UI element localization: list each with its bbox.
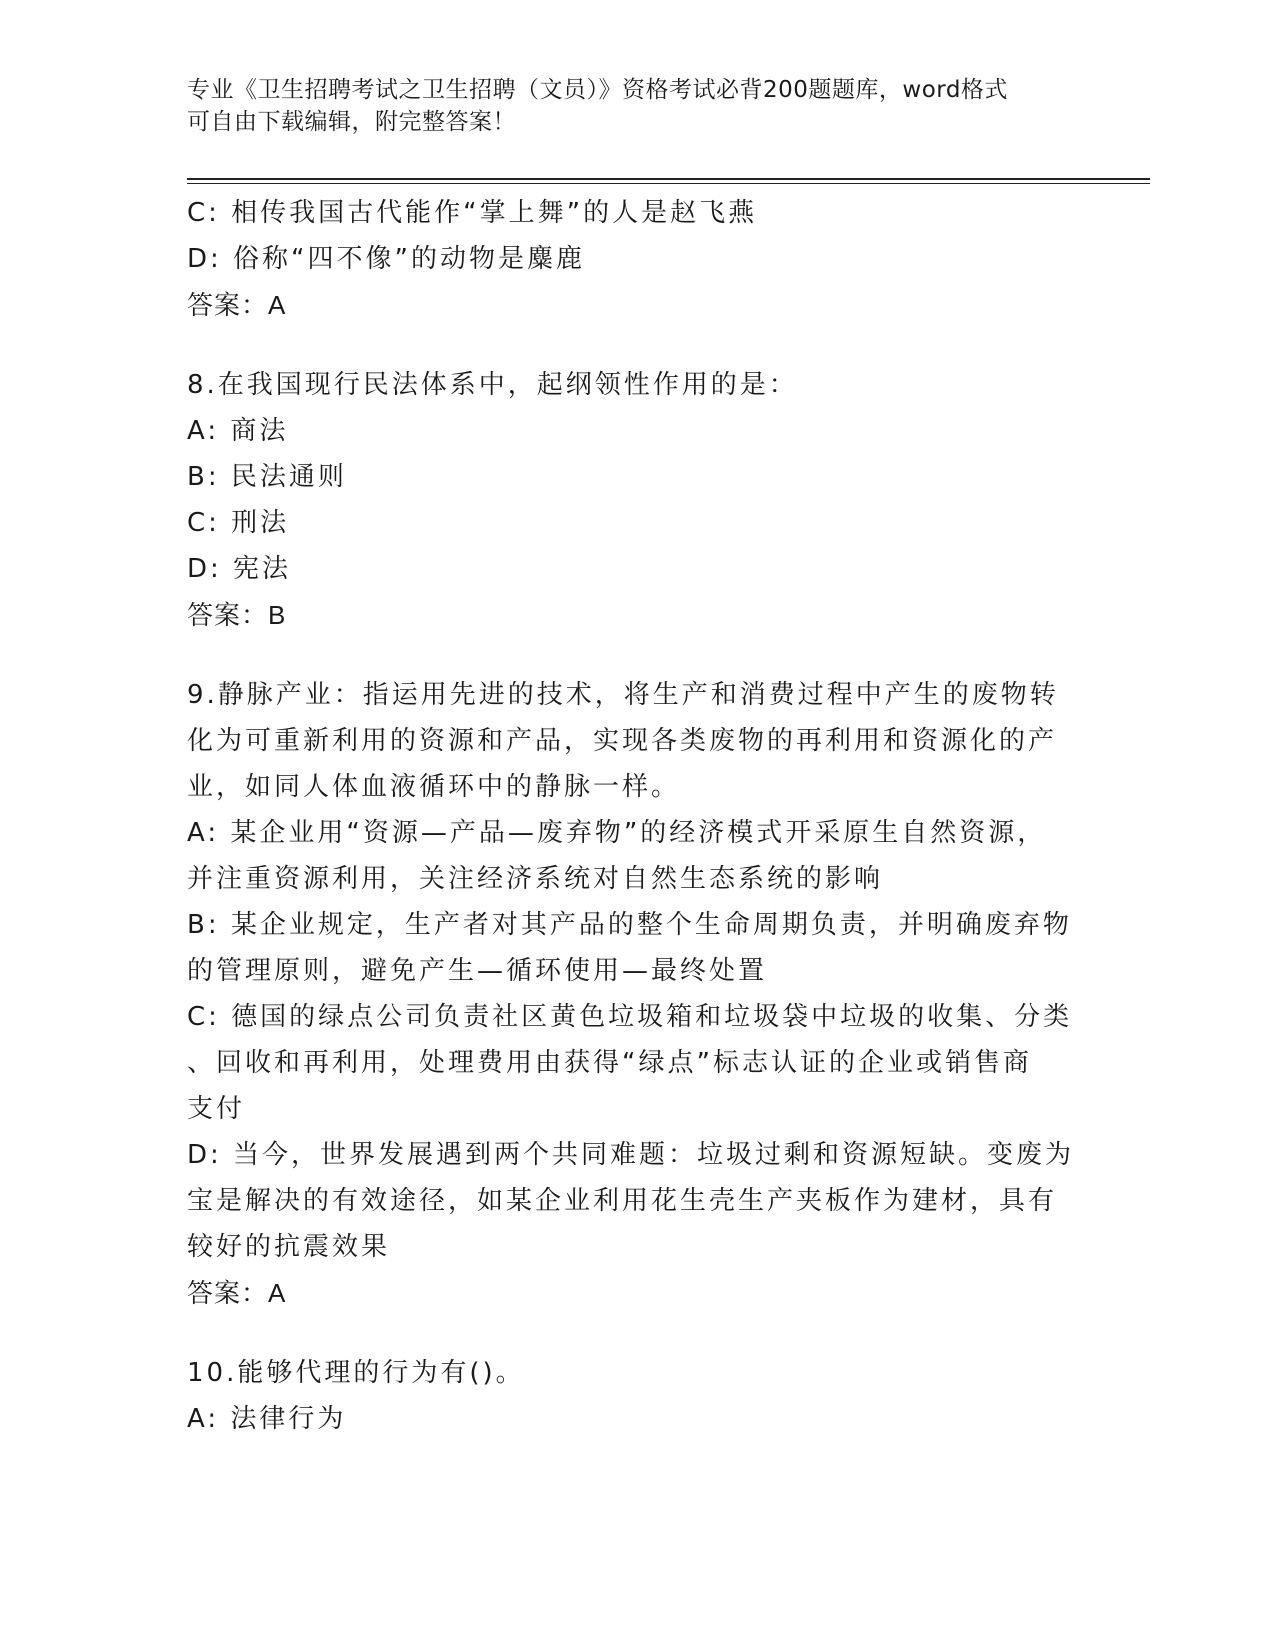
option-d-line3: 较好的抗震效果: [187, 1232, 391, 1262]
option-c: C: 相传我国古代能作“掌上舞”的人是赵飞燕: [187, 198, 758, 228]
question-stem-line1: 9.静脉产业：指运用先进的技术，将生产和消费过程中产生的废物转: [187, 680, 1059, 710]
answer: 答案：A: [187, 290, 287, 320]
option-d: D: 宪法: [187, 554, 292, 584]
option-b-line1: B: 某企业规定，生产者对其产品的整个生命周期负责，并明确废弃物: [187, 910, 1072, 940]
question-8: [187, 362, 1077, 638]
option-a-line2: 并注重资源利用，关注经济系统对自然生态系统的影响: [187, 864, 884, 894]
answer: 答案：B: [187, 600, 287, 630]
option-c: C: 刑法: [187, 508, 290, 538]
header-title-line2: 可自由下载编辑，附完整答案！: [187, 109, 516, 135]
question-stem-line3: 业，如同人体血液循环中的静脉一样。: [187, 772, 681, 802]
question-10: [187, 1350, 1077, 1442]
question-content: [187, 190, 1077, 1442]
question-stem-line2: 化为可重新利用的资源和产品，实现各类废物的再利用和资源化的产: [187, 726, 1058, 756]
option-b-line2: 的管理原则，避免产生—循环使用—最终处置: [187, 956, 768, 986]
header-title-line1: 专业《卫生招聘考试之卫生招聘（文员）》资格考试必背200题题库，word格式: [187, 77, 1008, 103]
option-a-line1: A: 某企业用“资源—产品—废弃物”的经济模式开采原生自然资源，: [187, 818, 1047, 848]
header-divider-thick: [187, 178, 1150, 180]
question-stem: 10.能够代理的行为有()。: [187, 1358, 525, 1388]
document-header: [187, 74, 1087, 138]
option-c-line2: 、回收和再利用，处理费用由获得“绿点”标志认证的企业或销售商: [187, 1048, 1032, 1078]
answer: 答案：A: [187, 1278, 287, 1308]
question-7-continued: [187, 190, 1077, 328]
option-d: D: 俗称“四不像”的动物是麋鹿: [187, 244, 585, 274]
spacer: [187, 638, 1077, 672]
header-divider-thin: [187, 183, 1150, 184]
option-a: A: 商法: [187, 416, 289, 446]
question-9: [187, 672, 1077, 1316]
option-c-line3: 支付: [187, 1094, 246, 1124]
spacer: [187, 328, 1077, 362]
spacer: [187, 1316, 1077, 1350]
option-d-line2: 宝是解决的有效途径，如某企业利用花生壳生产夹板作为建材，具有: [187, 1186, 1058, 1216]
option-b: B: 民法通则: [187, 462, 347, 492]
option-c-line1: C: 德国的绿点公司负责社区黄色垃圾箱和垃圾袋中垃圾的收集、分类: [187, 1002, 1073, 1032]
option-a: A: 法律行为: [187, 1404, 347, 1434]
question-stem: 8.在我国现行民法体系中，起纲领性作用的是：: [187, 370, 798, 400]
option-d-line1: D: 当今，世界发展遇到两个共同难题：垃圾过剩和资源短缺。变废为: [187, 1140, 1075, 1170]
